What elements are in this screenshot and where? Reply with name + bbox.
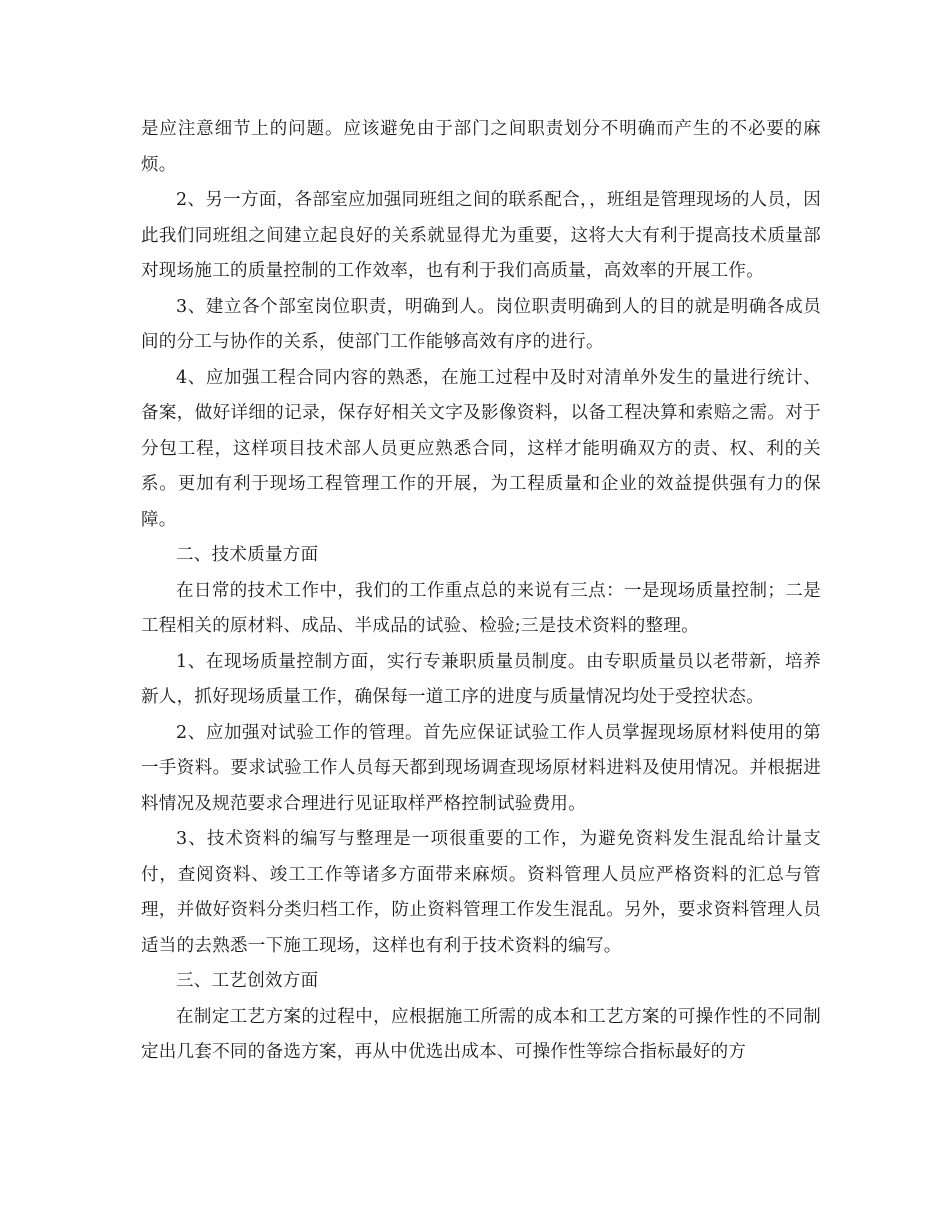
document-body xyxy=(141,112,821,1071)
section-heading-process-efficiency: 三、工艺创效方面 xyxy=(176,971,319,991)
paragraph-item-3-responsibilities: 3、建立各个部室岗位职责，明确到人。岗位职责明确到人的目的就是明确各成员间的分工与协作的关系，使部门工作能够高效有序的进行。 xyxy=(141,296,821,352)
paragraph-item-2-coordination: 2、另一方面，各部室应加强同班组之间的联系配合，，班组是管理现场的人员，因此我们同班组之间建立起良好的关系就显得尤为重要，这将大大有利于提高技术质量部对现场施工的质量控制的工作效率，也有利于我们高质量，高效率的开展工作。 xyxy=(141,190,821,281)
paragraph-item-1-quality-control: 1、在现场质量控制方面，实行专兼职质量员制度。由专职质量员以老带新，培养新人，抓好现场质量工作，确保每一道工序的进度与质量情况均处于受控状态。 xyxy=(141,651,821,707)
paragraph-item-3-documentation: 3、技术资料的编写与整理是一项很重要的工作，为避免资料发生混乱给计量支付，查阅资料、竣工工作等诸多方面带来麻烦。资料管理人员应严格资料的汇总与管理，并做好资料分类归档工作，防止资料管理工作发生混乱。另外，要求资料管理人员适当的去熟悉一下施工现场，这样也有利于技术资料的编写。 xyxy=(141,829,821,956)
paragraph-technical-overview: 在日常的技术工作中，我们的工作重点总的来说有三点：一是现场质量控制；二是工程相关的原材料、成品、半成品的试验、检验;三是技术资料的整理。 xyxy=(141,580,821,636)
section-heading-technical-quality: 二、技术质量方面 xyxy=(176,545,319,565)
paragraph-process-plan: 在制定工艺方案的过程中，应根据施工所需的成本和工艺方案的可操作性的不同制定出几套不同的备选方案，再从中优选出成本、可操作性等综合指标最好的方 xyxy=(141,1006,821,1062)
paragraph-continued: 是应注意细节上的问题。应该避免由于部门之间职责划分不明确而产生的不必要的麻烦。 xyxy=(141,119,821,175)
paragraph-item-4-contracts: 4、应加强工程合同内容的熟悉，在施工过程中及时对清单外发生的量进行统计、备案，做好详细的记录，保存好相关文字及影像资料，以备工程决算和索赔之需。对于分包工程，这样项目技术部人员更应熟悉合同，这样才能明确双方的责、权、利的关系。更加有利于现场工程管理工作的开展，为工程质量和企业的效益提供强有力的保障。 xyxy=(141,367,821,530)
paragraph-item-2-testing: 2、应加强对试验工作的管理。首先应保证试验工作人员掌握现场原材料使用的第一手资料。要求试验工作人员每天都到现场调查现场原材料进料及使用情况。并根据进料情况及规范要求合理进行见证取样严格控制试验费用。 xyxy=(141,722,821,814)
